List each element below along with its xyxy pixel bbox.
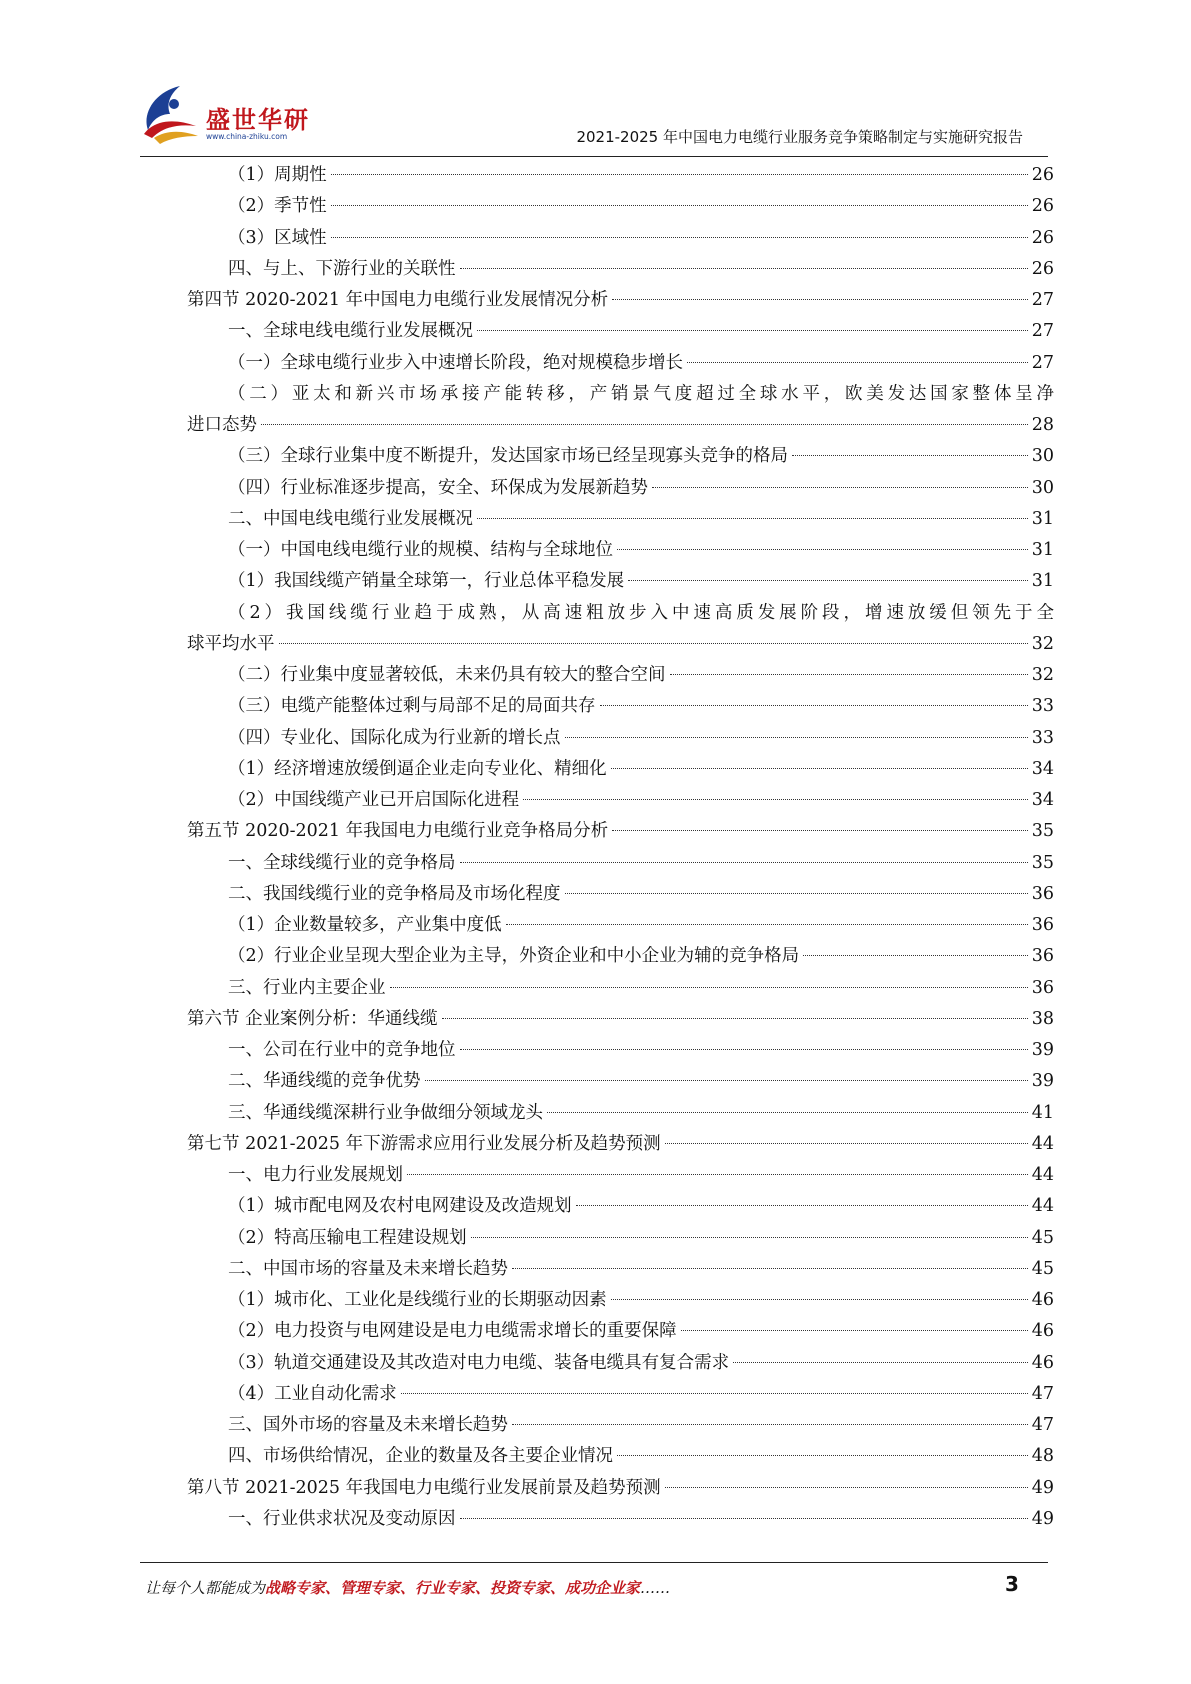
toc-entry-label: （四）专业化、国际化成为行业新的增长点	[228, 723, 563, 754]
toc-entry[interactable]	[187, 223, 1054, 254]
dot-leader	[477, 518, 1028, 519]
page-header	[0, 0, 1191, 160]
toc-entry[interactable]	[187, 598, 1054, 629]
toc-entry-label: （1）企业数量较多，产业集中度低	[228, 910, 504, 941]
dot-leader	[460, 1049, 1028, 1050]
toc-page-number: 34	[1031, 790, 1054, 810]
company-logo	[140, 80, 330, 150]
dot-leader	[576, 1205, 1028, 1206]
dot-leader	[600, 705, 1028, 706]
toc-entry[interactable]	[187, 254, 1054, 285]
toc-page-number: 35	[1031, 821, 1054, 842]
toc-entry[interactable]	[187, 160, 1054, 191]
toc-entry[interactable]	[187, 379, 1054, 410]
toc-page-number: 35	[1031, 852, 1054, 873]
toc-entry[interactable]	[187, 1098, 1054, 1129]
toc-page-number: 36	[1031, 883, 1054, 904]
toc-section-heading[interactable]	[187, 816, 1054, 847]
toc-entry-label-continued: 球平均水平	[187, 629, 277, 660]
toc-entry-label: 二、我国线缆行业的竞争格局及市场化程度	[228, 879, 563, 910]
toc-page-number: 45	[1031, 1258, 1054, 1279]
toc-page-number: 30	[1031, 477, 1054, 498]
toc-entry-label: 第八节 2021-2025 年我国电力电缆行业发展前景及趋势预测	[187, 1473, 663, 1504]
toc-entry[interactable]	[187, 316, 1054, 347]
dot-leader	[477, 330, 1028, 331]
toc-page-number: 39	[1031, 1071, 1054, 1092]
dot-leader	[617, 1455, 1028, 1456]
logo-url: www.china-zhiku.com	[206, 132, 288, 141]
toc-entry[interactable]	[187, 1191, 1054, 1222]
toc-entry-label: （2）中国线缆产业已开启国际化进程	[228, 785, 521, 816]
toc-entry-label: （三）全球行业集中度不断提升，发达国家市场已经呈现寡头竞争的格局	[228, 441, 790, 472]
toc-entry[interactable]	[187, 566, 1054, 597]
dot-leader	[407, 1174, 1028, 1175]
toc-entry[interactable]	[187, 348, 1054, 379]
toc-entry-label: 一、电力行业发展规划	[228, 1160, 405, 1191]
toc-page-number: 36	[1031, 977, 1054, 998]
toc-entry[interactable]	[187, 1316, 1054, 1347]
toc-page-number: 31	[1031, 571, 1054, 592]
toc-entry[interactable]	[187, 848, 1054, 879]
dot-leader	[565, 893, 1028, 894]
toc-page-number: 46	[1031, 1290, 1054, 1310]
dot-leader	[331, 205, 1028, 206]
toc-entry[interactable]	[187, 1441, 1054, 1472]
toc-entry-label-continued: 进口态势	[187, 410, 259, 441]
dot-leader	[792, 455, 1028, 456]
footer-prefix: 让每个人都能成为	[145, 1579, 266, 1597]
toc-page-number: 44	[1031, 1196, 1054, 1217]
dot-leader	[523, 799, 1028, 800]
toc-entry[interactable]	[187, 473, 1054, 504]
dot-leader	[612, 830, 1028, 831]
toc-entry[interactable]	[187, 1254, 1054, 1285]
toc-page-number: 31	[1031, 540, 1054, 560]
toc-page-number: 27	[1031, 352, 1054, 373]
toc-entry[interactable]	[187, 1066, 1054, 1097]
dot-leader	[471, 1237, 1028, 1238]
toc-entry-label: （3）区域性	[228, 223, 329, 254]
toc-entry-label: 第七节 2021-2025 年下游需求应用行业发展分析及趋势预测	[187, 1129, 663, 1160]
toc-entry-label: （1）我国线缆产销量全球第一，行业总体平稳发展	[228, 566, 626, 597]
dot-leader	[611, 1299, 1028, 1300]
toc-entry[interactable]	[187, 785, 1054, 816]
toc-page-number: 38	[1031, 1008, 1054, 1029]
toc-page-number: 41	[1031, 1102, 1054, 1123]
toc-page-number: 46	[1031, 1321, 1054, 1342]
dot-leader	[261, 424, 1028, 425]
toc-entry[interactable]	[187, 441, 1054, 472]
footer-highlight: 战略专家、管理专家、行业专家、投资专家、成功企业家	[265, 1579, 641, 1597]
dot-leader	[331, 237, 1028, 238]
toc-page-number: 33	[1031, 727, 1054, 748]
toc-entry-label: （1）城市配电网及农村电网建设及改造规划	[228, 1191, 574, 1222]
toc-entry[interactable]	[187, 723, 1054, 754]
dot-leader	[512, 1424, 1028, 1425]
dot-leader	[628, 580, 1028, 581]
dot-leader	[506, 924, 1028, 925]
dot-leader	[733, 1362, 1028, 1363]
toc-entry[interactable]	[187, 879, 1054, 910]
toc-entry[interactable]	[187, 941, 1054, 972]
toc-entry-label: 第四节 2020-2021 年中国电力电缆行业发展情况分析	[187, 285, 610, 316]
toc-entry-label: （1）周期性	[228, 160, 329, 191]
toc-page-number: 36	[1031, 915, 1054, 935]
toc-entry-label: 二、中国电线电缆行业发展概况	[228, 504, 475, 535]
toc-entry-label: 四、与上、下游行业的关联性	[228, 254, 458, 285]
dot-leader	[547, 1112, 1028, 1113]
toc-entry-label: （2）特高压输电工程建设规划	[228, 1223, 469, 1254]
toc-entry[interactable]	[187, 910, 1054, 941]
report-title: 2021-2025 年中国电力电缆行业服务竞争策略制定与实施研究报告	[576, 128, 1023, 146]
toc-entry-label: （四）行业标准逐步提高，安全、环保成为发展新趋势	[228, 473, 650, 504]
toc-entry[interactable]	[187, 691, 1054, 722]
dot-leader	[512, 1268, 1028, 1269]
toc-entry-label: （3）轨道交通建设及其改造对电力电缆、装备电缆具有复合需求	[228, 1348, 731, 1379]
toc-page-number: 49	[1031, 1508, 1054, 1529]
toc-page-number: 26	[1031, 165, 1054, 185]
toc-entry-label: （1）经济增速放缓倒逼企业走向专业化、精细化	[228, 754, 609, 785]
toc-entry-label: 四、市场供给情况，企业的数量及各主要企业情况	[228, 1441, 615, 1472]
toc-page-number: 32	[1031, 665, 1054, 685]
toc-page-number: 28	[1031, 415, 1054, 435]
toc-page-number: 45	[1031, 1227, 1054, 1248]
footer-slogan	[145, 1577, 670, 1598]
toc-entry[interactable]	[187, 535, 1054, 566]
header-divider	[140, 156, 1048, 157]
toc-entry[interactable]	[187, 1223, 1054, 1254]
footer-divider	[140, 1562, 1048, 1563]
toc-page-number: 34	[1031, 758, 1054, 779]
toc-page-number: 39	[1031, 1040, 1054, 1060]
toc-entry-label: 一、全球线缆行业的竞争格局	[228, 848, 458, 879]
dot-leader	[279, 643, 1028, 644]
page-number: 3	[1005, 1572, 1019, 1596]
dot-leader	[665, 1487, 1028, 1488]
toc-entry-label: 第五节 2020-2021 年我国电力电缆行业竞争格局分析	[187, 816, 610, 847]
toc-entry-label: 三、华通线缆深耕行业争做细分领域龙头	[228, 1098, 545, 1129]
toc-page-number: 36	[1031, 946, 1054, 967]
toc-page-number: 30	[1031, 446, 1054, 467]
toc-entry[interactable]	[187, 191, 1054, 222]
toc-entry-label: （二）行业集中度显著较低，未来仍具有较大的整合空间	[228, 660, 668, 691]
toc-entry-label: （二）亚太和新兴市场承接产能转移，产销景气度超过全球水平，欧美发达国家整体呈净	[228, 383, 1054, 404]
toc-entry-label: （2）电力投资与电网建设是电力电缆需求增长的重要保障	[228, 1316, 679, 1347]
toc-entry-label: （一）中国电线电缆行业的规模、结构与全球地位	[228, 535, 615, 566]
toc-section-heading[interactable]	[187, 285, 1054, 316]
toc-entry-label: 二、华通线缆的竞争优势	[228, 1066, 423, 1097]
toc-entry[interactable]	[187, 973, 1054, 1004]
dot-leader	[652, 487, 1028, 488]
toc-entry[interactable]	[187, 1035, 1054, 1066]
toc-entry-label: （2）季节性	[228, 191, 329, 222]
dot-leader	[401, 1393, 1028, 1394]
toc-entry[interactable]	[187, 1348, 1054, 1379]
toc-entry[interactable]	[187, 1160, 1054, 1191]
dot-leader	[803, 955, 1028, 956]
dot-leader	[665, 1143, 1028, 1144]
toc-entry-label: 二、中国市场的容量及未来增长趋势	[228, 1254, 510, 1285]
toc-section-heading[interactable]	[187, 1129, 1054, 1160]
toc-entry[interactable]	[187, 1504, 1054, 1535]
toc-section-heading[interactable]	[187, 1004, 1054, 1035]
toc-entry[interactable]	[187, 1410, 1054, 1441]
logo-text: 盛世华研	[206, 106, 310, 134]
toc-entry-label: 三、国外市场的容量及未来增长趋势	[228, 1410, 510, 1441]
dot-leader	[687, 362, 1028, 363]
dot-leader	[390, 987, 1028, 988]
toc-page-number: 48	[1031, 1446, 1054, 1467]
toc-page-number: 46	[1031, 1352, 1054, 1373]
toc-entry-label: 一、公司在行业中的竞争地位	[228, 1035, 458, 1066]
toc-entry-label: 一、全球电线电缆行业发展概况	[228, 316, 475, 347]
toc-entry-label: （一）全球电缆行业步入中速增长阶段，绝对规模稳步增长	[228, 348, 685, 379]
toc-entry[interactable]	[187, 1285, 1054, 1316]
toc-page-number: 32	[1031, 633, 1054, 654]
toc-page-number: 47	[1031, 1383, 1054, 1404]
toc-page-number: 33	[1031, 696, 1054, 717]
toc-page-number: 44	[1031, 1165, 1054, 1185]
dot-leader	[565, 737, 1028, 738]
dot-leader	[617, 549, 1028, 550]
dot-leader	[611, 768, 1028, 769]
dot-leader	[460, 862, 1028, 863]
toc-page-number: 26	[1031, 227, 1054, 248]
toc-entry-label: 三、行业内主要企业	[228, 973, 388, 1004]
toc-entry-label: （三）电缆产能整体过剩与局部不足的局面共存	[228, 691, 598, 722]
dot-leader	[442, 1018, 1028, 1019]
toc-section-heading[interactable]	[187, 1473, 1054, 1504]
toc-entry[interactable]	[187, 660, 1054, 691]
toc-page-number: 44	[1031, 1133, 1054, 1154]
table-of-contents	[187, 160, 1054, 1535]
dot-leader	[460, 268, 1028, 269]
toc-entry-continuation[interactable]	[187, 410, 1054, 441]
dot-leader	[681, 1330, 1028, 1331]
toc-page-number: 47	[1031, 1415, 1054, 1435]
dot-leader	[670, 674, 1028, 675]
toc-page-number: 27	[1031, 321, 1054, 342]
dot-leader	[331, 174, 1028, 175]
dot-leader	[612, 299, 1028, 300]
toc-entry-label: （4）工业自动化需求	[228, 1379, 399, 1410]
toc-entry[interactable]	[187, 754, 1054, 785]
toc-entry-label: （2）我国线缆行业趋于成熟，从高速粗放步入中速高质发展阶段，增速放缓但领先于全	[228, 602, 1054, 623]
toc-entry[interactable]	[187, 1379, 1054, 1410]
toc-page-number: 31	[1031, 508, 1054, 529]
dot-leader	[425, 1080, 1028, 1081]
toc-page-number: 49	[1031, 1477, 1054, 1498]
footer-suffix: ……	[640, 1579, 671, 1597]
toc-page-number: 26	[1031, 258, 1054, 279]
dot-leader	[460, 1518, 1028, 1519]
toc-page-number: 26	[1031, 196, 1054, 217]
toc-entry[interactable]	[187, 504, 1054, 535]
toc-entry-label: 一、行业供求状况及变动原因	[228, 1504, 458, 1535]
toc-entry-continuation[interactable]	[187, 629, 1054, 660]
toc-entry-label: 第六节 企业案例分析：华通线缆	[187, 1004, 440, 1035]
toc-entry-label: （2）行业企业呈现大型企业为主导，外资企业和中小企业为辅的竞争格局	[228, 941, 801, 972]
toc-entry-label: （1）城市化、工业化是线缆行业的长期驱动因素	[228, 1285, 609, 1316]
toc-page-number: 27	[1031, 290, 1054, 310]
logo-swoosh-icon	[140, 80, 206, 150]
